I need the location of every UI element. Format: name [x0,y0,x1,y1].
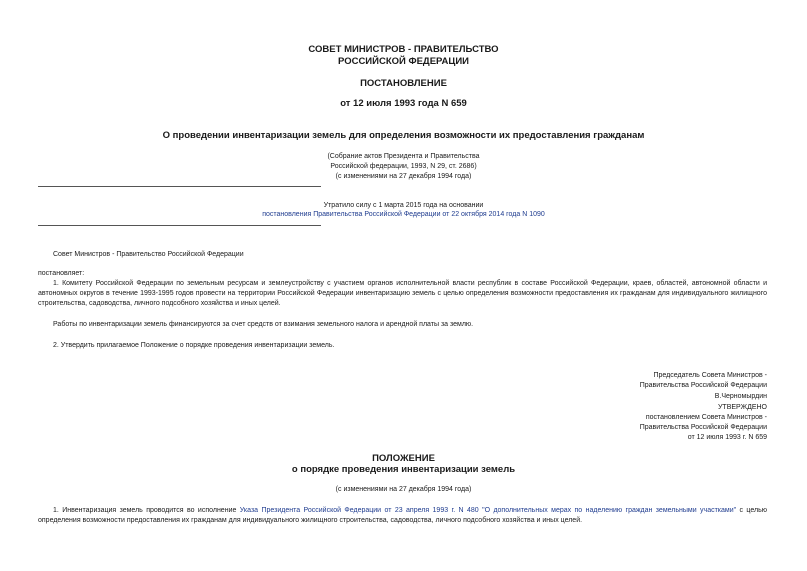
paragraph-3: 2. Утвердить прилагаемое Положение о порядке проведения инвентаризации земель. [53,342,335,349]
paragraph-1: 1. Комитету Российской Федерации по земельным ресурсам и землеустройству с участием органов исполнительной власти республик в составе Российской Федерации, краев, областей, автономной области и автономных округов в течение 1993-1995 годов провести на территории Российской Федерации инвентаризацию земель с целью определения возможности предоставления их гражданам для индивидуального жилищного строительства, садоводства, личного подсобного хозяйства и иных целей. [38,280,767,307]
decree-link[interactable]: Указа Президента Российской Федерации от 23 апреля 1993 г. N 480 "О дополнительных мерах по наделению граждан земельными участками" [239,507,737,514]
regulation-paragraph-1 [38,506,767,526]
signature-line1: Председатель Совета Министров - [653,372,767,379]
header-line1: СОВЕТ МИНИСТРОВ - ПРАВИТЕЛЬСТВО [308,44,499,55]
regulation-title: ПОЛОЖЕНИЕ [372,453,435,464]
repeal-link[interactable]: постановления Правительства Российской Федерации от 22 октября 2014 года N 1090 [262,211,545,218]
approved-by-line2: Правительства Российской Федерации [639,424,767,431]
divider-bottom [38,225,321,226]
doc-date: от 12 июля 1993 года N 659 [340,98,467,109]
source-line3: (с изменениями на 27 декабря 1994 года) [335,173,472,180]
divider-top [38,186,321,187]
issuer-text: Совет Министров - Правительство Российской Федерации [53,251,244,258]
signature-line2: Правительства Российской Федерации [639,382,767,389]
resolves-text: постановляет: [38,270,85,277]
regulation-p1-start: 1. Инвентаризация земель проводится во исполнение [53,507,240,514]
repeal-text: Утратило силу с 1 марта 2015 года на основании [323,202,484,209]
page-title: О проведении инвентаризации земель для определения возможности их предоставления гражданам [162,130,645,141]
regulation-subtitle: о порядке проведения инвентаризации земель [291,464,516,475]
paragraph-2: Работы по инвентаризации земель финансируются за счет средств от взимания земельного налога и арендной платы за землю. [53,321,474,328]
header-line2: РОССИЙСКОЙ ФЕДЕРАЦИИ [337,56,469,67]
signature-name: В.Черномырдин [714,393,767,400]
regulation-p1-end: с целью определения возможности предоставления их гражданам для индивидуального жилищного строительства, садоводства, личного подсобного хозяйства и иных целей. [38,507,767,524]
approved-label: УТВЕРЖДЕНО [717,404,767,411]
source-line1: (Собрание актов Президента и Правительства [327,153,480,160]
approved-date: от 12 июля 1993 г. N 659 [687,434,767,441]
approved-by-line1: постановлением Совета Министров - [645,414,767,421]
source-line2: Российской федерации, 1993, N 29, ст. 2686) [330,163,477,170]
doc-type: ПОСТАНОВЛЕНИЕ [360,78,447,89]
regulation-changes: (с изменениями на 27 декабря 1994 года) [335,486,472,493]
